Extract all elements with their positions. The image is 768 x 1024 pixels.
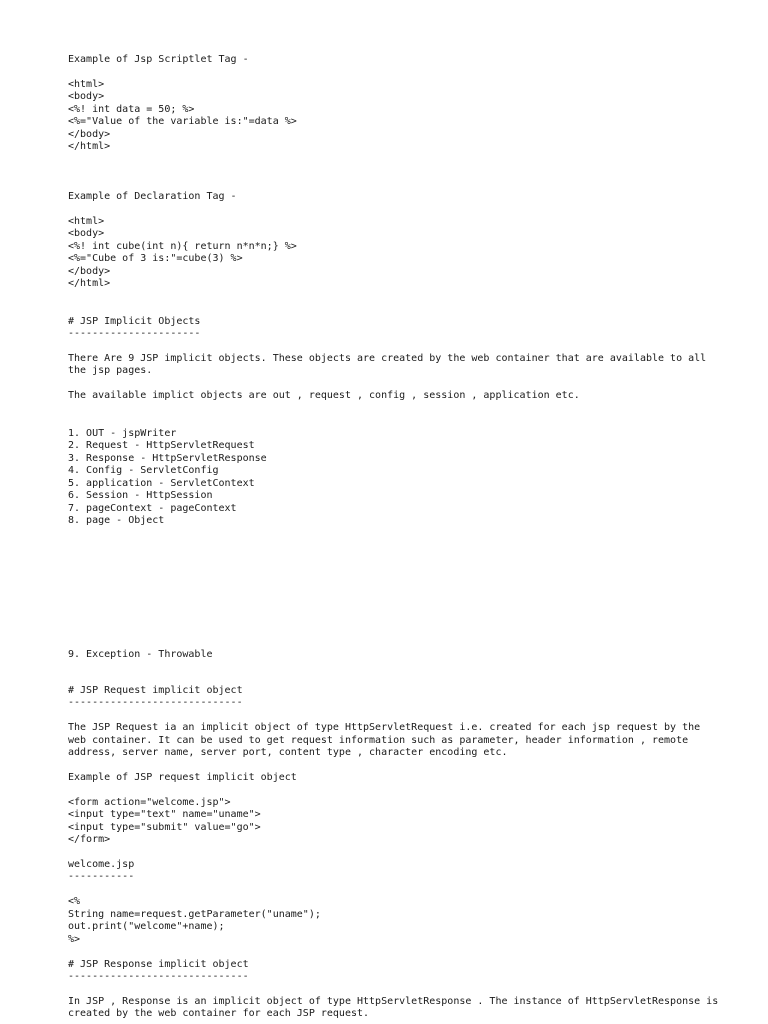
list-item: 2. Request - HttpServletRequest — [68, 440, 255, 451]
list-item: 9. Exception - Throwable — [68, 649, 213, 660]
code-line: <form action="welcome.jsp"> — [68, 797, 231, 808]
heading-declaration-example: Example of Declaration Tag - — [68, 191, 237, 202]
code-line: <%! int cube(int n){ return n*n*n;} %> — [68, 241, 297, 252]
list-item: 4. Config - ServletConfig — [68, 465, 219, 476]
code-line: out.print("welcome"+name); — [68, 921, 225, 932]
heading-underline: ------------------------------ — [68, 971, 249, 982]
code-line: String name=request.getParameter("uname"); — [68, 909, 321, 920]
code-line: </html> — [68, 278, 111, 289]
code-line: <input type="submit" value="go"> — [68, 822, 261, 833]
paragraph-line: There Are 9 JSP implicit objects. These objects are created by the web container that are available to all — [68, 353, 707, 364]
list-item: 1. OUT - jspWriter — [68, 428, 177, 439]
paragraph-line: The JSP Request ia an implicit object of type HttpServletRequest i.e. created for each jsp request by the — [68, 722, 701, 733]
code-line: <body> — [68, 91, 105, 102]
code-line: <input type="text" name="uname"> — [68, 809, 261, 820]
code-line: <%="Cube of 3 is:"=cube(3) %> — [68, 253, 243, 264]
list-item: 7. pageContext - pageContext — [68, 503, 237, 514]
code-line: </body> — [68, 129, 111, 140]
paragraph-line: the jsp pages. — [68, 365, 153, 376]
heading-underline: ----------------------------- — [68, 697, 243, 708]
filename-heading: welcome.jsp — [68, 859, 135, 870]
paragraph-line: created by the web container for each JSP request. — [68, 1008, 370, 1019]
paragraph-line: address, server name, server port, content type , character encoding etc. — [68, 747, 508, 758]
heading-scriptlet-example: Example of Jsp Scriptlet Tag - — [68, 54, 249, 65]
code-line: <html> — [68, 79, 105, 90]
paragraph-line: The available implict objects are out , request , config , session , application etc. — [68, 390, 580, 401]
section-heading-response-object: # JSP Response implicit object — [68, 959, 249, 970]
section-heading-implicit-objects: # JSP Implicit Objects — [68, 316, 201, 327]
list-item: 6. Session - HttpSession — [68, 490, 213, 501]
code-line: <%! int data = 50; %> — [68, 104, 195, 115]
code-line: <% — [68, 896, 81, 907]
list-item: 5. application - ServletContext — [68, 478, 255, 489]
code-line: </form> — [68, 834, 111, 845]
code-line: %> — [68, 934, 81, 945]
section-heading-request-object: # JSP Request implicit object — [68, 685, 243, 696]
list-item: 8. page - Object — [68, 515, 165, 526]
heading-underline: ---------------------- — [68, 328, 201, 339]
code-line: <body> — [68, 228, 105, 239]
list-item: 3. Response - HttpServletResponse — [68, 453, 267, 464]
paragraph-line: web container. It can be used to get request information such as parameter, header information , remote — [68, 735, 689, 746]
heading-request-example: Example of JSP request implicit object — [68, 772, 297, 783]
code-line: <%="Value of the variable is:"=data %> — [68, 116, 297, 127]
paragraph-line: In JSP , Response is an implicit object of type HttpServletResponse . The instance of HttpServletResponse is — [68, 996, 719, 1007]
code-line: </html> — [68, 141, 111, 152]
code-line: <html> — [68, 216, 105, 227]
heading-underline: ----------- — [68, 871, 135, 882]
code-line: </body> — [68, 266, 111, 277]
